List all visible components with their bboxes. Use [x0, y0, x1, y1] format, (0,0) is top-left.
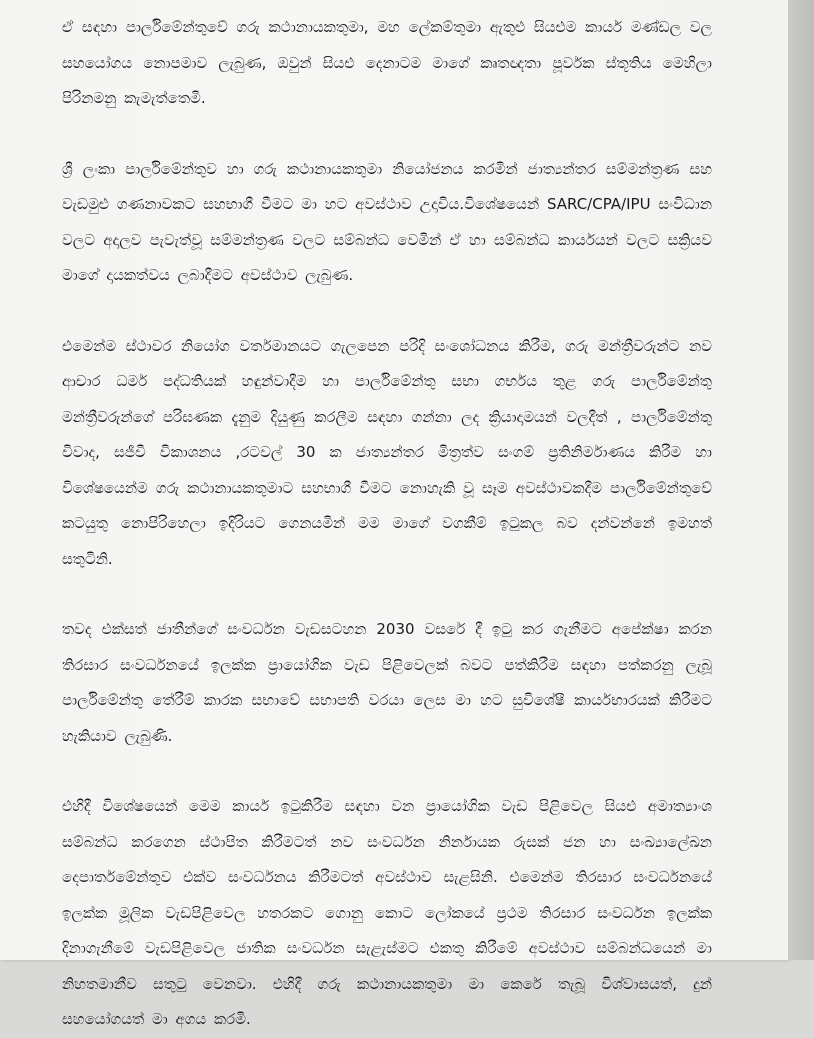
page-edge-background — [788, 0, 814, 960]
paragraph-2: ශ්‍රී ලංකා පාර්ලිමේන්තුව හා ගරු කථානායකතුමා නියෝජනය කරමින් ජාත්‍යන්තර සම්මන්ත්‍රණ සහ වැඩමුළු ගණනාවකට සහභාගී වීමට මා හට අවස්ථාව උදාවිය.විශේෂයෙන් SARC/CPA/IPU සංවිධාන වලට අදාලව පැවැත්වූ සම්මන්ත්‍රණ වලට සම්බන්ධ වෙමින් ඒ හා සම්බන්ධ කාර්යයන් වලට සක්‍රියව මාගේ දායකත්වය ලබාදීමට අවස්ථාව ලැබුණ. — [62, 159, 712, 284]
paragraph-1: ඒ සඳහා පාර්ලිමේන්තුවේ ගරු කථානායකතුමා, මහ ලේකම්තුමා ඇතුළු සියළුම කාර්ය මණ්ඩල වල සහයෝගය නොපමාව ලැබුණ, ඔවුන් සියළු දෙනාටම මාගේ කෘතඥතා පූර්වක ස්තූතිය මෙහිලා පිරිනමනු කැමැත්තෙමි. — [62, 18, 712, 107]
document-body — [62, 10, 712, 1038]
paragraph-3: එමෙන්ම ස්ථාවර නියෝග වර්තමානයට ගැලපෙන පරිදි සංශෝධනය කිරීම, ගරු මන්ත්‍රීවරුන්ට නව ආචාර ධර්ම පද්ධතියක් හඳුන්වාදීම හා පාර්ලිමේන්තු සභා ගර්භය තුළ ගරු පාර්ලිමේන්තු මන්ත්‍රීවරුන්ගේ පරිඝණක දැනුම දියුණු කරලීම සඳහා ගන්නා ලද ක්‍රියාදාමයන් වලදීත් , පාර්ලිමේන්තු විවාද, සජීවී විකාශනය ,රටවල් 30 ක ජාත්‍යන්තර මිත්‍රත්ව සංගම් ප්‍රතිනිර්මාණය කිරීම හා විශේෂයෙන්ම ගරු කථානායකතුමාට සහභාගී වීමට නොහැකි වූ සෑම අවස්ථාවකදීම පාර්ලිමේන්තුවේ කටයුතු නොපිරිහෙලා ඉදිරියට ගෙනයමින් මම මාගේ වගකීම් ඉටුකල බව දන්වන්නේ ඉමහත් සතුටිනි. — [62, 336, 712, 568]
paragraph-5: එහිදී විශේෂයෙන් මෙම කාර්ය ඉටුකිරීම සඳහා වන ප්‍රායෝගික වැඩ පිළිවෙල සියළු අමාත්‍යාංශ සම්බන්ධ කරගෙන ස්ථාපිත කිරීමටත් නව සංවර්ධන නිර්නායක රුසක් ජන හා සංඛ්‍යාලේඛන දෙපාර්තමේන්තුව එක්ව සංවර්ධනය කිරීමටත් අවස්ථාව සැළසිනි. එමෙන්ම තිරසාර සංවර්ධනයේ ඉලක්ක මූලික වැඩපිළිවෙල හතරකට ගොනු කොට ලෝකයේ ප්‍රථම තිරසාර සංවර්ධන ඉලක්ක දිනාගැනීමේ වැඩපිළිවෙල ජාතික සංවර්ධන සැළැස්මට එකතු කිරීමේ අවස්ථාව සම්බන්ධයෙන් මා නිහතමානීව සතුටු වෙනවා. එහිදී ගරු කථානායකතුමා මා කෙරේ තැබූ විශ්වාසයත්, දුන් සහයෝගයත් මා අගය කරමි. — [62, 797, 712, 1028]
paragraph-4: තවද එක්සත් ජාතීන්ගේ සංවර්ධන වැඩසටහන 2030 වසරේ දී ඉටු කර ගැනීමට අපේක්ෂා කරන තිරසාර සංවර්ධනයේ ඉලක්ක ප්‍රායෝගික වැඩ පිළිවෙලක් බවට පත්කිරීම සඳහා පත්කරනු ලැබූ පාර්ලිමේන්තු තේරීම් කාරක සභාවේ සභාපති වරයා ලෙස මා හට සුවිශේෂී කාර්යභාරයක් කිරීමට හැකියාව ලැබුණි. — [62, 620, 712, 745]
